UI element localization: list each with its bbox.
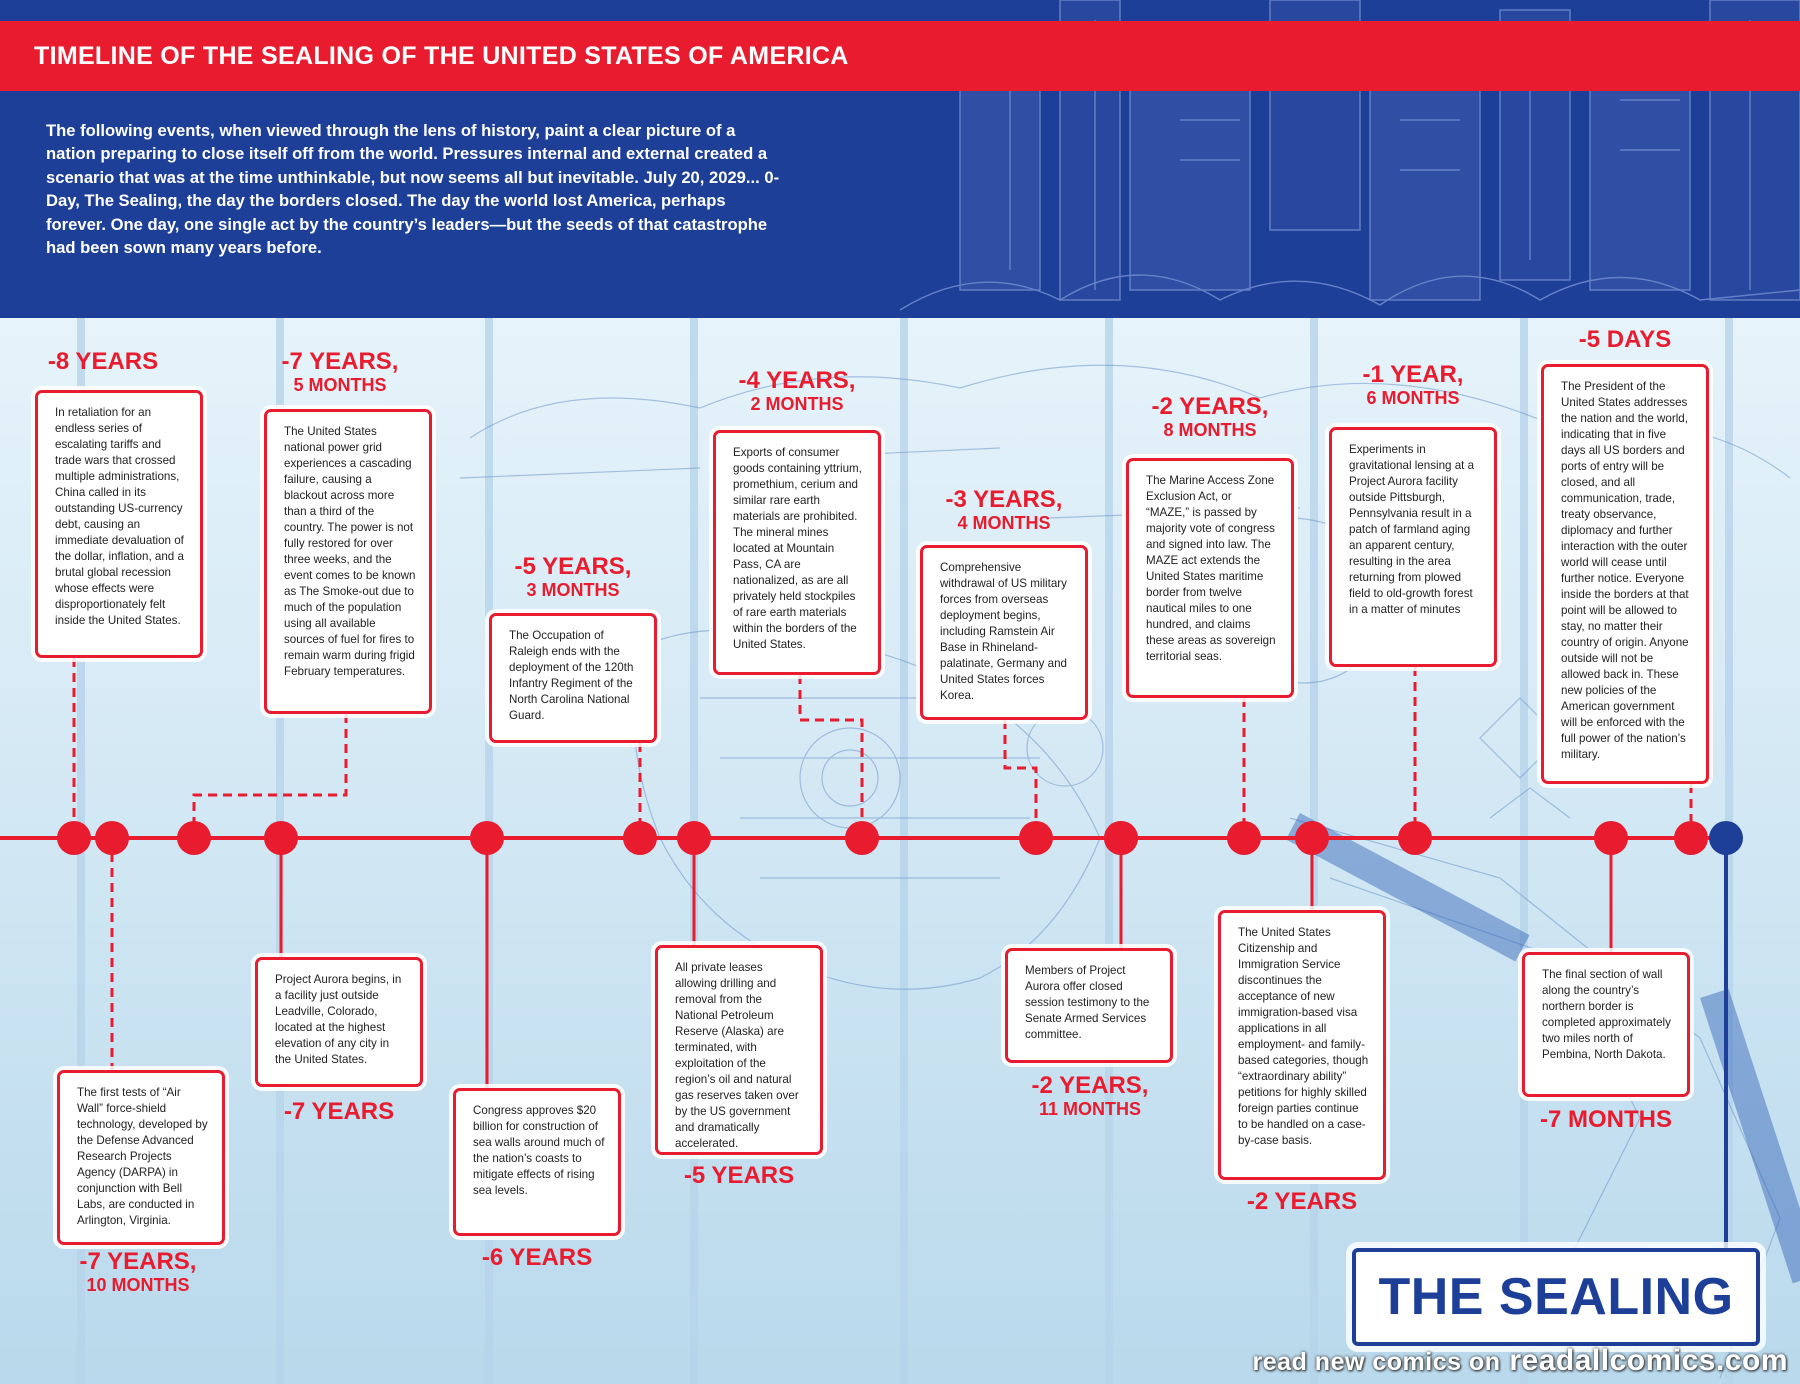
- event-box-e11: The Marine Access Zone Exclusion Act, or “MAZE,” is passed by majority vote of congress and signed into law. The MAZE act extends the United States maritime border from twelve nautical miles to one hundred, and claims these areas as sovereign territorial seas.: [1126, 458, 1294, 698]
- event-label-e5: [453, 1246, 621, 1270]
- timeline-dot: [623, 821, 657, 855]
- event-label-main: -7 YEARS: [283, 1098, 395, 1125]
- event-label-e4: [255, 1100, 423, 1124]
- event-label-e14: [1522, 1108, 1690, 1132]
- timeline-dot: [470, 821, 504, 855]
- event-label-sub: 4 MONTHS: [957, 513, 1051, 533]
- connector-e3: [194, 714, 346, 838]
- timeline-dot: [57, 821, 91, 855]
- event-label-e7: [655, 1164, 823, 1188]
- event-box-e14: The final section of wall along the country’s northern border is completed approximately two miles north of Pembina, North Dakota.: [1522, 952, 1690, 1097]
- timeline-dot: [95, 821, 129, 855]
- event-label-sub: 5 MONTHS: [293, 375, 387, 395]
- timeline-dot: [264, 821, 298, 855]
- timeline-dot: [677, 821, 711, 855]
- event-box-e3: The United States national power grid experiences a cascading failure, causing a blackout across more than a third of the country. The power is not fully restored for over three weeks, and the event comes to be known as The Smoke-out due to much of the population using all available sources of fuel for fires to remain warm during frigid February temperatures.: [264, 409, 432, 714]
- event-label-sub: 10 MONTHS: [86, 1275, 190, 1295]
- header-banner: [0, 0, 1800, 318]
- intro-paragraph: The following events, when viewed through the lens of history, paint a clear picture of a nation preparing to close itself off from the world. Pressures internal and external created a scenario that was at the time unthinkable, but now seems all but inevitable. July 20, 2029... 0-Day, The Sealing, the day the borders closed. The day the world lost America, perhaps forever. One day, one single act by the country’s leaders—but the seeds of that catastrophe had been sown many years before.: [46, 121, 780, 258]
- event-label-e15: [1541, 328, 1709, 352]
- event-label-e2: [38, 1250, 238, 1294]
- event-label-main: -6 YEARS: [481, 1244, 593, 1271]
- event-box-e2: The first tests of “Air Wall” force-shield technology, developed by the Defense Advanced Research Projects Agency (DARPA) in conjunction with Bell Labs, are conducted in Arlington, Virginia.: [57, 1070, 225, 1245]
- event-label-sub: 2 MONTHS: [750, 394, 844, 414]
- the-sealing-box: THE SEALING: [1352, 1248, 1760, 1346]
- watermark-site: readallcomics.com: [1509, 1344, 1788, 1377]
- timeline-dot: [1295, 821, 1329, 855]
- event-box-e12: The United States Citizenship and Immigration Service discontinues the acceptance of new immigration-based visa applications in all employment- and family-based categories, though “extraordinary ability” petitions for highly skilled foreign parties continue to be handled on a case-by-case basis.: [1218, 910, 1386, 1180]
- event-label-sub: 6 MONTHS: [1366, 388, 1460, 408]
- event-label-sub: 8 MONTHS: [1163, 420, 1257, 440]
- timeline-dot: [177, 821, 211, 855]
- timeline-dot: [845, 821, 879, 855]
- event-box-e15: The President of the United States addresses the nation and the world, indicating that in five days all US borders and ports of entry will be closed, and all communication, trade, treaty observance, diplomacy and further interaction with the outer world will cease until further notice. Everyone inside the borders at that point will be allowed to stay, no matter their country of origin. Anyone outside will not be allowed back in. These new policies of the American government will be enforced with the full power of the nation’s military.: [1541, 364, 1709, 784]
- event-box-e1: In retaliation for an endless series of escalating tariffs and trade wars that crossed multiple administrations, China called in its outstanding US-currency debt, causing an immediate devaluation of the dollar, inflation, and a brutal global recession whose effects were disproportionately felt inside the United States.: [35, 390, 203, 658]
- event-label-e3: [264, 350, 416, 394]
- timeline-dot: [1398, 821, 1432, 855]
- event-box-e9: Comprehensive withdrawal of US military forces from overseas deployment begins, including Ramstein Air Base in Rhineland-palatinate, Germany and United States forces Korea.: [920, 545, 1088, 720]
- event-label-sub: 3 MONTHS: [526, 580, 620, 600]
- connector-e9: [1005, 720, 1036, 838]
- event-label-main: -5 YEARS: [683, 1162, 795, 1189]
- event-label-e10: [995, 1074, 1185, 1118]
- sealing-dot: [1709, 821, 1743, 855]
- event-label-sub: 11 MONTHS: [1038, 1099, 1142, 1119]
- event-box-e13: Experiments in gravitational lensing at a Project Aurora facility outside Pittsburgh, Pennsylvania result in a patch of farmland aging an apparent century, resulting in the area returning from plowed field to old-growth forest in a matter of minutes: [1329, 427, 1497, 667]
- watermark: [1253, 1344, 1788, 1378]
- event-label-main: -2 YEARS: [1246, 1188, 1358, 1215]
- event-box-e5: Congress approves $20 billion for construction of sea walls around much of the nation’s coasts to mitigate effects of rising sea levels.: [453, 1088, 621, 1236]
- event-label-e8: [708, 369, 886, 413]
- event-label-e12: [1218, 1190, 1386, 1214]
- event-label-e11: [1126, 395, 1294, 439]
- event-label-main: -7 YEARS,: [281, 348, 399, 375]
- event-label-main: -5 YEARS,: [514, 553, 632, 580]
- timeline-dot: [1227, 821, 1261, 855]
- timeline-dot: [1019, 821, 1053, 855]
- event-label-e1: [28, 350, 178, 374]
- event-label-e13: [1329, 363, 1497, 407]
- event-label-e9: [920, 488, 1088, 532]
- event-label-main: -7 YEARS,: [79, 1248, 197, 1275]
- event-label-main: -2 YEARS,: [1151, 393, 1269, 420]
- event-label-e6: [489, 555, 657, 599]
- event-box-e8: Exports of consumer goods containing yttrium, promethium, cerium and similar rare earth materials are prohibited. The mineral mines located at Mountain Pass, CA are nationalized, as are all privately held stockpiles of rare earth materials within the borders of the United States.: [713, 430, 881, 675]
- timeline-dot: [1594, 821, 1628, 855]
- timeline-dot: [1104, 821, 1138, 855]
- event-label-main: -4 YEARS,: [738, 367, 856, 394]
- watermark-prefix: read new comics on: [1252, 1348, 1501, 1376]
- event-box-e4: Project Aurora begins, in a facility just outside Leadville, Colorado, located at the highest elevation of any city in the United States.: [255, 957, 423, 1087]
- event-label-main: -1 YEAR,: [1362, 361, 1464, 388]
- event-box-e10: Members of Project Aurora offer closed session testimony to the Senate Armed Services committee.: [1005, 948, 1173, 1063]
- event-label-main: -2 YEARS,: [1031, 1072, 1149, 1099]
- event-label-main: -3 YEARS,: [945, 486, 1063, 513]
- event-label-main: -8 YEARS: [47, 348, 159, 375]
- page-title: TIMELINE OF THE SEALING OF THE UNITED STATES OF AMERICA: [34, 42, 849, 70]
- event-box-e6: The Occupation of Raleigh ends with the deployment of the 120th Infantry Regiment of the North Carolina National Guard.: [489, 613, 657, 743]
- event-label-main: -7 MONTHS: [1540, 1106, 1672, 1133]
- timeline-dot: [1674, 821, 1708, 855]
- event-label-main: -5 DAYS: [1578, 326, 1672, 353]
- connector-e8: [800, 675, 862, 838]
- event-box-e7: All private leases allowing drilling and removal from the National Petroleum Reserve (Alaska) are terminated, with exploitation of the region’s oil and natural gas reserves taken over by the US government and dramatically accelerated.: [655, 945, 823, 1155]
